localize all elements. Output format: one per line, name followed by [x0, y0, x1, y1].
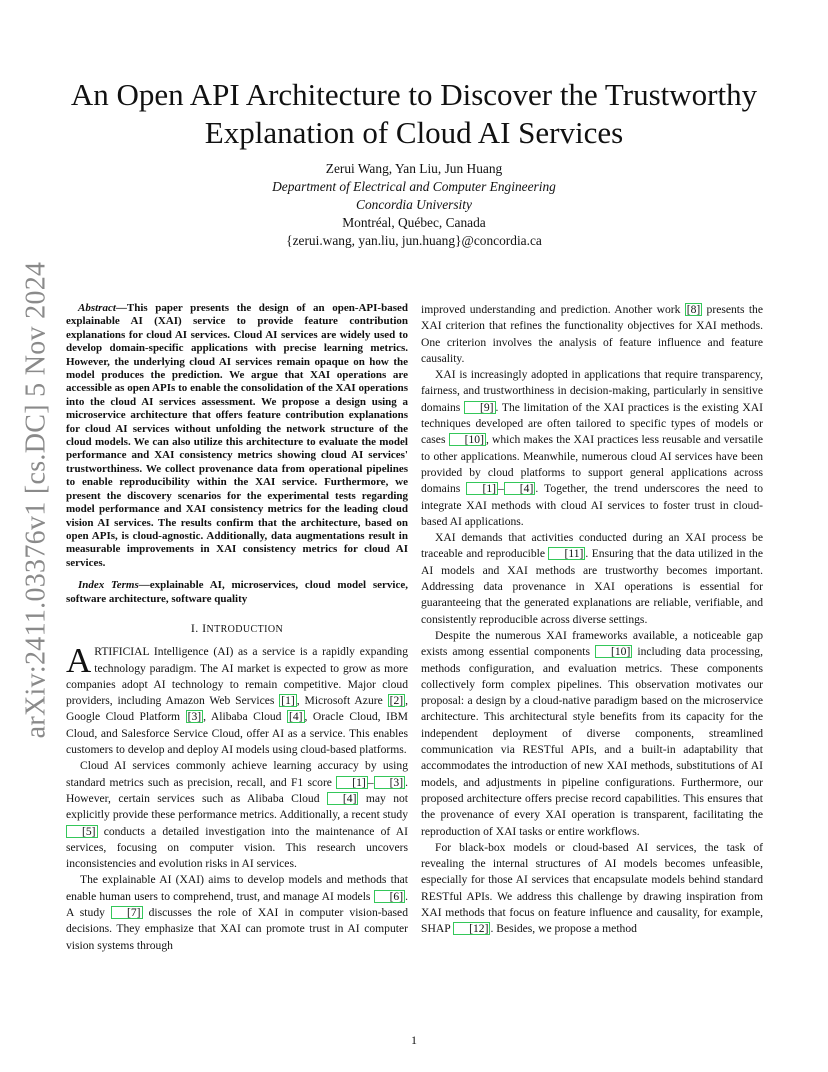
citation-link[interactable]: [10] [449, 433, 486, 446]
paper-title: An Open API Architecture to Discover the Trustworthy Explanation of Cloud AI Services [70, 77, 758, 150]
citation-link[interactable]: [6] [374, 890, 406, 903]
author-university: Concordia University [356, 197, 472, 212]
citation-link[interactable]: [10] [595, 645, 632, 658]
author-block [70, 160, 758, 250]
right-paragraph-3: XAI demands that activities conducted during an XAI process be traceable and reproducible [11] . Ensuring that the data utilized in the AI models and XAI methods are trustworthy becomes important. Addressing data provenance in XAI operations is essential for guaranteeing that the generated explanations are reliable, verifiable, and consistently reproducible across diverse settings. [421, 531, 763, 626]
intro-paragraph-1: ARTIFICIAL Intelligence (AI) as a service is a rapidly expanding technology paradigm. The AI market is expected to grow as more companies adopt AI technology to remain competitive. Major cloud providers, including Amazon Web Services [1] , Microsoft Azure [2] , Google Cloud Platform [3] , Alibaba Cloud [4] , Oracle Cloud, IBM Cloud, and Salesforce Service Cloud, offer AI as a service. This enables customers to develop and deploy AI models using cloud-based platforms. [66, 641, 409, 757]
arxiv-identifier-stamp [14, 261, 58, 739]
index-terms [66, 579, 408, 606]
left-column [66, 302, 408, 954]
citation-link[interactable]: [4] [288, 710, 303, 724]
author-emails: {zerui.wang, yan.liu, jun.huang}@concordia.ca [286, 233, 542, 248]
right-paragraph-5: For black-box models or cloud-based AI services, the task of revealing the internal structures of AI models becomes unfeasible, especially for those AI services that encapsulate models behind standard RESTful APIs. We address this challenge by drawing inspiration from XAI methods that focus on feature influence and causality, for example, SHAP [12] . Besides, we propose a method [421, 840, 763, 936]
index-terms-text: —explainable AI, microservices, cloud model service, software architecture, software quality [66, 579, 408, 605]
author-department: Department of Electrical and Computer Engineering [272, 179, 556, 194]
right-column [421, 302, 763, 938]
citation-link[interactable]: [1] [466, 482, 498, 495]
intro-paragraph-3: The explainable AI (XAI) aims to develop models and methods that enable human users to comprehend, trust, and manage AI models [6] . A study [7] discusses the role of XAI in computer vision-based decisions. They emphasize that XAI can promote trust in AI computer vision systems through [66, 873, 408, 952]
arxiv-identifier-text: arXiv:2411.03376v1 [cs.DC] 5 Nov 2024 [20, 261, 51, 739]
abstract [66, 302, 408, 570]
citation-link[interactable]: [1] [336, 776, 368, 789]
citation-link[interactable]: [4] [327, 792, 359, 805]
right-paragraph-4: Despite the numerous XAI frameworks available, a noticeable gap exists among essential components [10] including data processing, methods configuration, and evaluation metrics. These components collectively form complex pipelines. This observation motivates our proposal: a design by a cloud-native paradigm based on the microservice architecture. This architectural style benefits from its capacity for the independent deployment of diverse components, streamlined communication via RESTful APIs, and a built-in adaptability that accommodates the introduction of new XAI methods, substitutions of AI models, and adjustments in pipeline configurations. Furthermore, our proposed architecture offers precise record capabilities. This ensures that the provenance of every XAI operation is transparent, facilitating the reproduction of XAI tasks or entire workflows. [421, 628, 763, 838]
index-terms-label: Index Terms [78, 579, 139, 592]
abstract-label: Abstract [78, 302, 116, 314]
citation-link[interactable]: [7] [111, 906, 143, 919]
abstract-text: —This paper presents the design of an open-API-based explainable AI (XAI) service to provide feature contribution explanations for cloud AI services. Cloud AI services are widely used to develop domain-specific applications with precise learning metrics. However, the underlying cloud AI services remain opaque on how the model produces the prediction. We argue that XAI operations are accessible as open APIs to enable the consolidation of the XAI operations into the cloud AI services assessment. We propose a design using a microservice architecture that offers feature contribution explanations for cloud AI services without unfolding the network structure of the cloud models. We can also utilize this architecture to evaluate the model performance and XAI consistency metrics showing cloud AI services' trustworthiness. We collect provenance data from operational pipelines to enable reproducibility within the XAI service. Furthermore, we present the discovery scenarios for the experimental tests regarding model performance and XAI consistency metrics for the leading cloud vision AI services. The results confirm that the architecture, based on open APIs, is cloud-agnostic. Additionally, data augmentations result in measurable improvements in XAI consistency metrics for cloud AI services. [66, 302, 408, 569]
drop-cap: A [66, 641, 92, 681]
intro-paragraph-2: Cloud AI services commonly achieve learning accuracy by using standard metrics such as precision, recall, and F1 score [1] – [3] . However, certain services such as Alibaba Cloud [4] may not explicitly provide these performance metrics. Additionally, a recent study [5] conducts a detailed investigation into the maintenance of AI services, focusing on computer vision. This research uncovers inconsistencies and evolution risks in AI services. [66, 759, 409, 871]
right-paragraph-2: XAI is increasingly adopted in applications that require transparency, fairness, and trustworthiness in decision-making, particularly in sensitive domains [9] . The limitation of the XAI practices is the existing XAI techniques developed are often tailored to specific types of models or cases [10] , which makes the XAI practices less reusable and versatile to other applications. Meanwhile, numerous cloud AI services have been provided by cloud platforms to support general applications across domains [1] – [4] . Together, the trend underscores the need to integrate XAI methods with cloud AI services to foster trust in cloud-based AI applications. [421, 368, 764, 528]
citation-link[interactable]: [9] [464, 401, 496, 414]
citation-link[interactable]: [2] [389, 694, 404, 708]
right-paragraph-1: improved understanding and prediction. Another work [8] presents the XAI criterion that refines the functionality objectives for XAI methods. One criterion involves the analysis of feature influence and feature causality. [421, 303, 763, 365]
citation-link[interactable]: [12] [453, 922, 490, 935]
section-heading-introduction: I. INTRODUCTION [190, 620, 284, 635]
citation-link[interactable]: [5] [66, 825, 98, 838]
citation-link[interactable]: [11] [548, 547, 585, 560]
author-location: Montréal, Québec, Canada [342, 215, 486, 230]
citation-link[interactable]: [3] [187, 710, 202, 724]
author-names: Zerui Wang, Yan Liu, Jun Huang [325, 161, 503, 176]
citation-link[interactable]: [4] [504, 482, 536, 495]
citation-link[interactable]: [3] [374, 776, 406, 789]
page-number: 1 [411, 1033, 417, 1047]
citation-link[interactable]: [8] [686, 303, 701, 316]
citation-link[interactable]: [1] [281, 694, 295, 708]
